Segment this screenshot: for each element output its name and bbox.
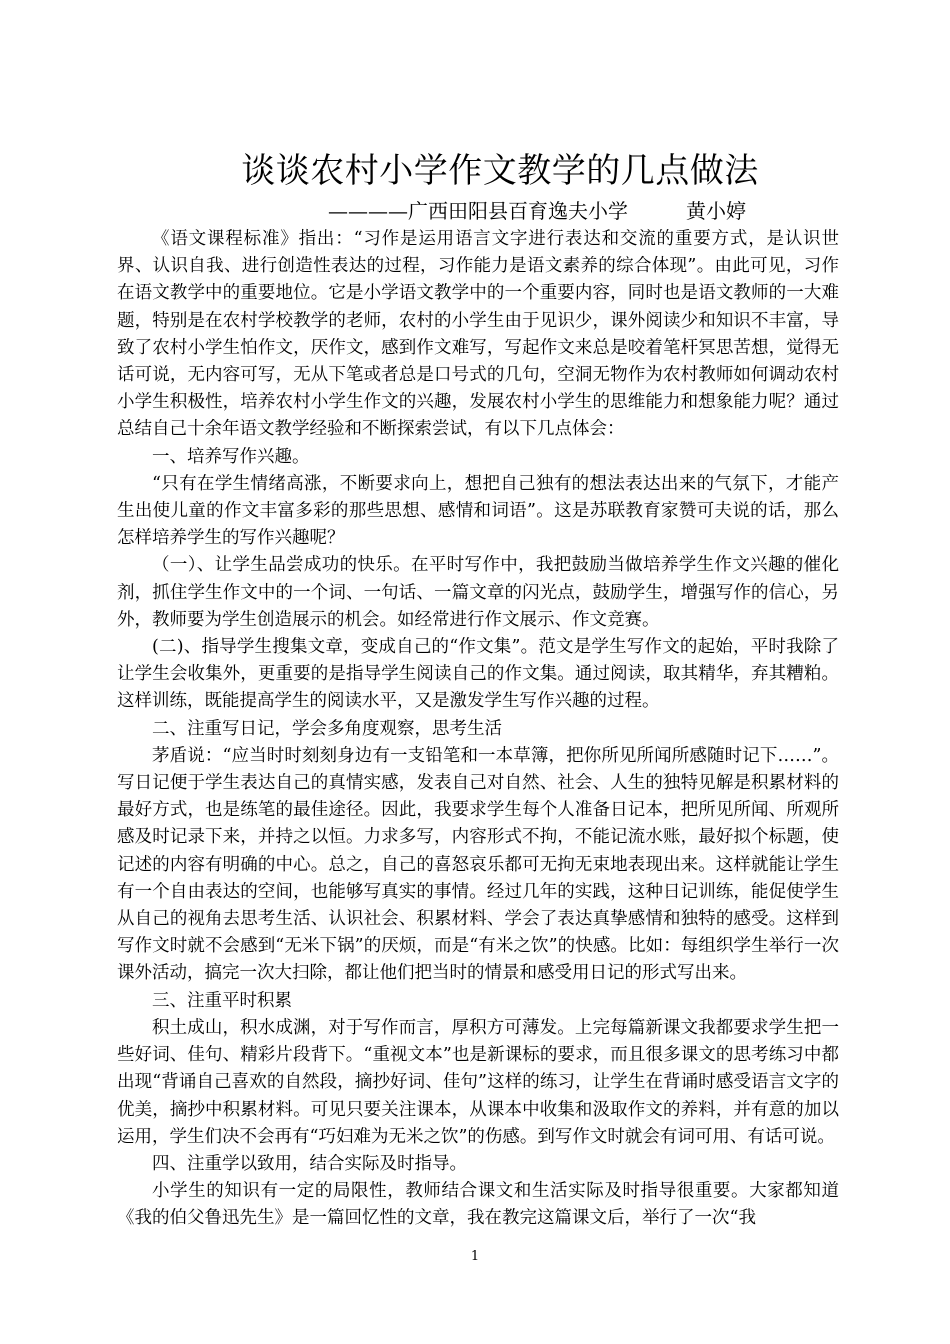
body-paragraph: 积土成山，积水成渊，对于写作而言，厚积方可薄发。上完每篇新课文我都要求学生把一些好词、佳句、精彩片段背下。“重视文本”也是新课标的要求，而且很多课文的思考练习中都出现“背诵自己喜欢的自然段，摘抄好词、佳句”这样的练习，让学生在背诵时感受语言文字的优美，摘抄中积累材料。可见只要关注课本，从课本中收集和汲取作文的养料，并有意的加以运用，学生们决不会再有“巧妇难为无米之饮”的伤感。到写作文时就会有词可用、有话可说。 bbox=[117, 1017, 839, 1147]
body-paragraph: （一）、让学生品尝成功的快乐。在平时写作中，我把鼓励当做培养学生作文兴趣的催化剂，抓住学生作文中的一个词、一句话、一篇文章的闪光点，鼓励学生，增强写作的信心，另外，教师要为学生创造展示的机会。如经常进行作文展示、作文竞赛。 bbox=[117, 555, 839, 630]
byline-school: ————广西田阳县百育逸夫小学 bbox=[328, 199, 628, 223]
body-paragraph: 小学生的知识有一定的局限性，教师结合课文和生活实际及时指导很重要。大家都知道《我的伯父鲁迅先生》是一篇回忆性的文章，我在教完这篇课文后，举行了一次“我 bbox=[117, 1181, 839, 1229]
document-title: 谈谈农村小学作文教学的几点做法 bbox=[241, 151, 759, 191]
intro-paragraph: 《语文课程标准》指出：“习作是运用语言文字进行表达和交流的重要方式，是认识世界、认识自我、进行创造性表达的过程，习作能力是语文素养的综合体现”。由此可见，习作在语文教学中的重要地位。它是小学语文教学中的一个重要内容，同时也是语文教师的一大难题，特别是在农村学校教学的老师，农村的小学生由于见识少，课外阅读少和知识不丰富，导致了农村小学生怕作文，厌作文，感到作文难写，写起作文来总是咬着笔杆冥思苦想，觉得无话可说，无内容可写，无从下笔或者总是口号式的几句，空洞无物作为农村教师如何调动农村小学生积极性，培养农村小学生作文的兴趣，发展农村小学生的思维能力和想象能力呢？通过总结自己十余年语文教学经验和不断探索尝试，有以下几点体会： bbox=[117, 229, 839, 440]
section-heading-1: 一、培养写作兴趣。 bbox=[152, 446, 310, 467]
body-paragraph: “只有在学生情绪高涨，不断要求向上，想把自己独有的想法表达出来的气氛下，才能产生出使儿童的作文丰富多彩的那些思想、感情和词语”。这是苏联教育家赞可夫说的话，那么怎样培养学生的写作兴趣呢？ bbox=[117, 473, 839, 549]
body-paragraph: (二)、指导学生搜集文章，变成自己的“作文集”。范文是学生写作文的起始，平时我除了让学生会收集外，更重要的是指导学生阅读自己的作文集。通过阅读，取其精华，弃其糟粕。这样训练，既能提高学生的阅读水平，又是激发学生写作兴趣的过程。 bbox=[117, 637, 839, 712]
byline bbox=[328, 196, 746, 226]
section-heading-4: 四、注重学以致用，结合实际及时指导。 bbox=[152, 1153, 467, 1174]
section-heading-2: 二、注重写日记，学会多角度观察，思考生活 bbox=[152, 718, 502, 739]
byline-author: 黄小婷 bbox=[686, 199, 746, 223]
document-body bbox=[117, 226, 839, 1233]
section-heading-3: 三、注重平时积累 bbox=[152, 990, 292, 1011]
page-number: 1 bbox=[470, 1249, 480, 1264]
body-paragraph: 茅盾说：“应当时时刻刻身边有一支铅笔和一本草簿，把你所见所闻所感随时记下……”。写日记便于学生表达自己的真情实感，发表自己对自然、社会、人生的独特见解是积累材料的最好方式，也是练笔的最佳途径。因此，我要求学生每个人准备日记本，把所见所闻、所观所感及时记录下来，并持之以恒。力求多写，内容形式不拘，不能记流水账，最好拟个标题，使记述的内容有明确的中心。总之，自己的喜怒哀乐都可无拘无束地表现出来。这样就能让学生有一个自由表达的空间，也能够写真实的事情。经过几年的实践，这种日记训练，能促使学生从自己的视角去思考生活、认识社会、积累材料、学会了表达真挚感情和独特的感受。这样到写作文时就不会感到“无米下锅”的厌烦，而是“有米之饮”的快感。比如：每组织学生举行一次课外活动，搞完一次大扫除，都让他们把当时的情景和感受用日记的形式写出来。 bbox=[117, 745, 839, 984]
